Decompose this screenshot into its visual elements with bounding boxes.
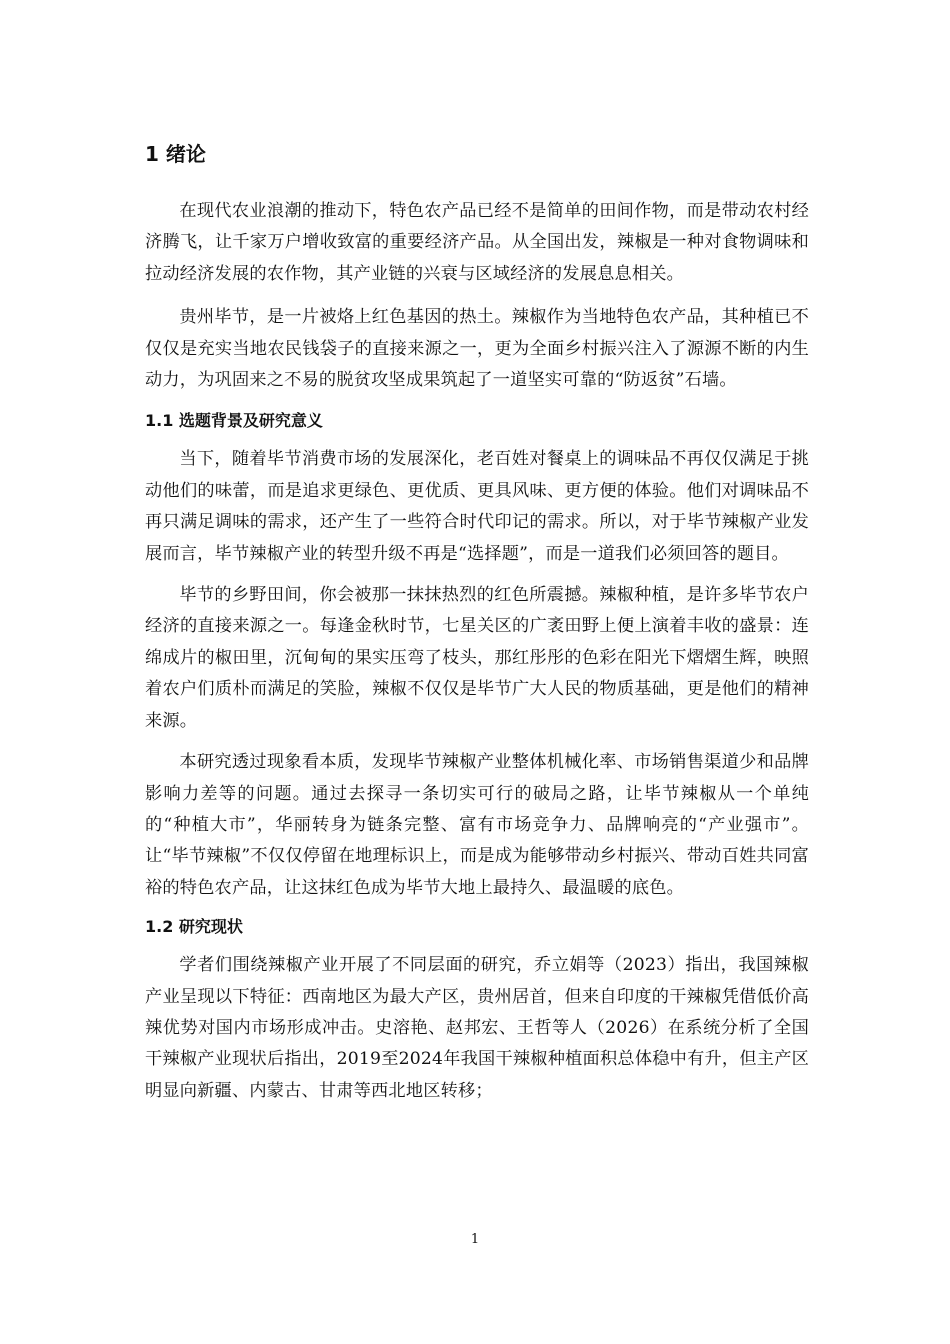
paragraph: 当下，随着毕节消费市场的发展深化，老百姓对餐桌上的调味品不再仅仅满足于挑动他们的味蕾，而是追求更绿色、更优质、更具风味、更方便的体验。他们对调味品不再只满足调味的需求，还产生了一些符合时代印记的需求。所以，对于毕节辣椒产业发展而言，毕节辣椒产业的转型升级不再是“选择题”，而是一道我们必须回答的题目。 xyxy=(145,449,809,564)
page-body xyxy=(145,138,809,1119)
paragraph: 学者们围绕辣椒产业开展了不同层面的研究，乔立娟等（2023）指出，我国辣椒产业呈现以下特征：西南地区为最大产区，贵州居首，但来自印度的干辣椒凭借低价高辣优势对国内市场形成冲击。史溶艳、赵邦宏、王哲等人（2026）在系统分析了全国干辣椒产业现状后指出，2019至2024年我国干辣椒种植面积总体稳中有升，但主产区明显向新疆、内蒙古、甘肃等西北地区转移； xyxy=(145,955,809,1101)
paragraph: 贵州毕节，是一片被烙上红色基因的热土。辣椒作为当地特色农产品，其种植已不仅仅是充实当地农民钱袋子的直接来源之一，更为全面乡村振兴注入了源源不断的内生动力，为巩固来之不易的脱贫攻坚成果筑起了一道坚实可靠的“防返贫”石墙。 xyxy=(145,307,809,391)
page-number: 1 xyxy=(470,1232,480,1247)
paragraph: 本研究透过现象看本质，发现毕节辣椒产业整体机械化率、市场销售渠道少和品牌影响力差等的问题。通过去探寻一条切实可行的破局之路，让毕节辣椒从一个单纯的“种植大市”，华丽转身为链条完整、富有市场竞争力、品牌响亮的“产业强市”。让“毕节辣椒”不仅仅停留在地理标识上，而是成为能够带动乡村振兴、带动百姓共同富裕的特色农产品，让这抹红色成为毕节大地上最持久、最温暖的底色。 xyxy=(145,752,809,898)
section-heading: 1.2 研究现状 xyxy=(145,917,243,937)
paragraph: 毕节的乡野田间，你会被那一抹抹热烈的红色所震撼。辣椒种植，是许多毕节农户经济的直接来源之一。每逢金秋时节，七星关区的广袤田野上便上演着丰收的盛景：连绵成片的椒田里，沉甸甸的果实压弯了枝头，那红彤彤的色彩在阳光下熠熠生辉，映照着农户们质朴而满足的笑脸，辣椒不仅仅是毕节广大人民的物质基础，更是他们的精神来源。 xyxy=(145,585,809,731)
chapter-heading: 1 绪论 xyxy=(145,142,206,166)
paragraph: 在现代农业浪潮的推动下，特色农产品已经不是简单的田间作物，而是带动农村经济腾飞，让千家万户增收致富的重要经济产品。从全国出发，辣椒是一种对食物调味和拉动经济发展的农作物，其产业链的兴衰与区域经济的发展息息相关。 xyxy=(145,201,809,284)
section-heading: 1.1 选题背景及研究意义 xyxy=(145,411,323,431)
